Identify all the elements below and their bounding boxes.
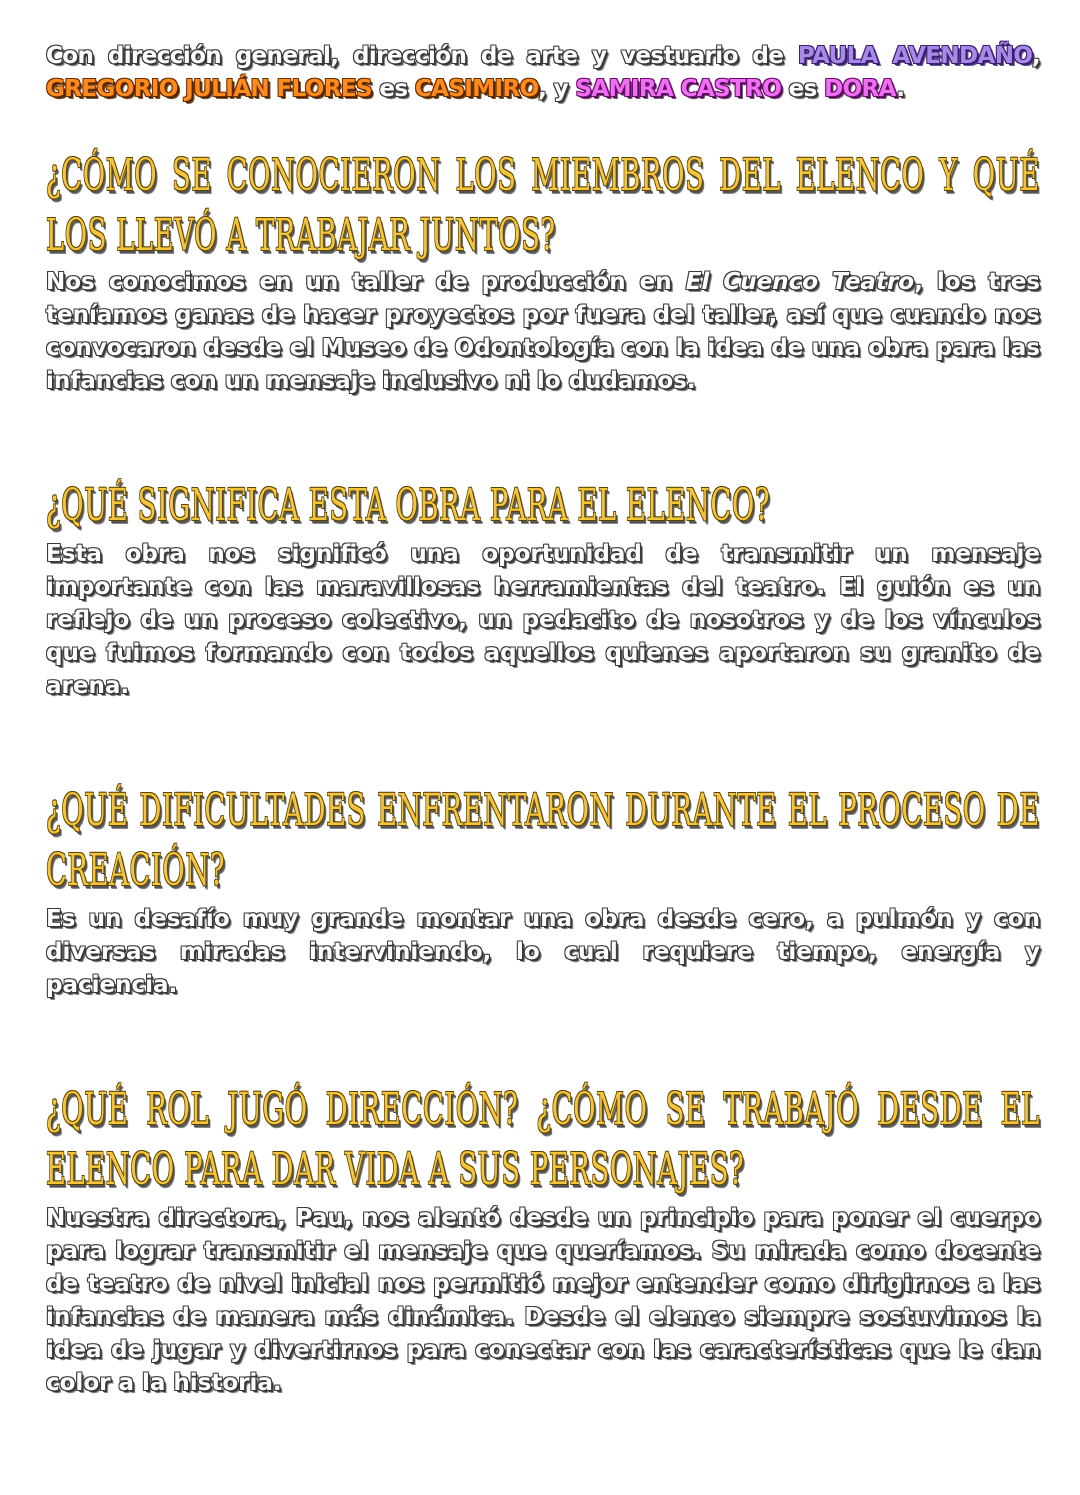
section-body: Esta obra nos significó una oportunidad de transmitir un mensaje importante con las maravillosas herramientas del teatro. El guión es un reflejo de un proceso colectivo, un pedacito de nosotros y de los vínculos que fuimos formando con todos aquellos quienes aportaron su granito de arena.	[46, 541, 1040, 699]
section-body: Es un desafío muy grande montar una obra desde cero, a pulmón y con diversas miradas interviniendo, lo cual requiere tiempo, energía y paciencia.	[46, 906, 1040, 998]
section-body	[46, 266, 1040, 398]
credits-text: ,	[1031, 43, 1040, 69]
theatre-name: El Cuenco Teatro	[685, 269, 915, 295]
body-text: Nos conocimos en un taller de producción en	[46, 269, 686, 295]
credits-paragraph	[46, 40, 1040, 106]
article	[46, 40, 1040, 1400]
character-name-casimiro: CASIMIRO	[414, 76, 539, 102]
character-name-dora: DORA	[824, 76, 897, 102]
section-how-met	[46, 146, 1040, 398]
section-difficulties	[46, 781, 1040, 1002]
section-heading: ¿QUÉ ROL JUGÓ DIRECCIÓN? ¿CÓMO SE TRABAJÓ DESDE EL ELENCO PARA DAR VIDA A SUS PERSONAJES?	[46, 1084, 1040, 1195]
actor-name-gregorio: GREGORIO JULIÁN FLORES	[46, 76, 372, 102]
credits-text: .	[896, 76, 905, 102]
section-heading: ¿QUÉ DIFICULTADES ENFRENTARON DURANTE EL PROCESO DE CREACIÓN?	[46, 785, 1040, 896]
credits-text: Con dirección general, dirección de arte y vestuario de	[46, 43, 798, 69]
section-body: Nuestra directora, Pau, nos alentó desde un principio para poner el cuerpo para lograr transmitir el mensaje que queríamos. Su mirada como docente de teatro de nivel inicial nos permitió mejor entender como dirigirnos a las infancias de manera más dinámica. Desde el elenco siempre sostuvimos la idea de jugar y divertirnos para conectar con las características que le dan color a la historia.	[46, 1205, 1040, 1396]
section-heading: ¿CÓMO SE CONOCIERON LOS MIEMBROS DEL ELENCO Y QUÉ LOS LLEVÓ A TRABAJAR JUNTOS?	[46, 150, 1040, 261]
section-direction-role	[46, 1080, 1040, 1400]
actor-name-samira: SAMIRA CASTRO	[575, 76, 782, 102]
director-name: PAULA AVENDAÑO	[797, 43, 1032, 69]
body-text: , los tres teníamos ganas de hacer proyectos por fuera del taller, así que cuando nos convocaron desde el Museo de Odontología con la idea de una obra para las infancias con un mensaje inclusivo ni lo dudamos.	[46, 269, 1041, 394]
credits-text: es	[781, 76, 825, 102]
section-heading: ¿QUÉ SIGNIFICA ESTA OBRA PARA EL ELENCO?	[46, 480, 771, 531]
section-meaning	[46, 476, 1040, 703]
credits-text: , y	[538, 76, 576, 102]
credits-text: es	[371, 76, 415, 102]
